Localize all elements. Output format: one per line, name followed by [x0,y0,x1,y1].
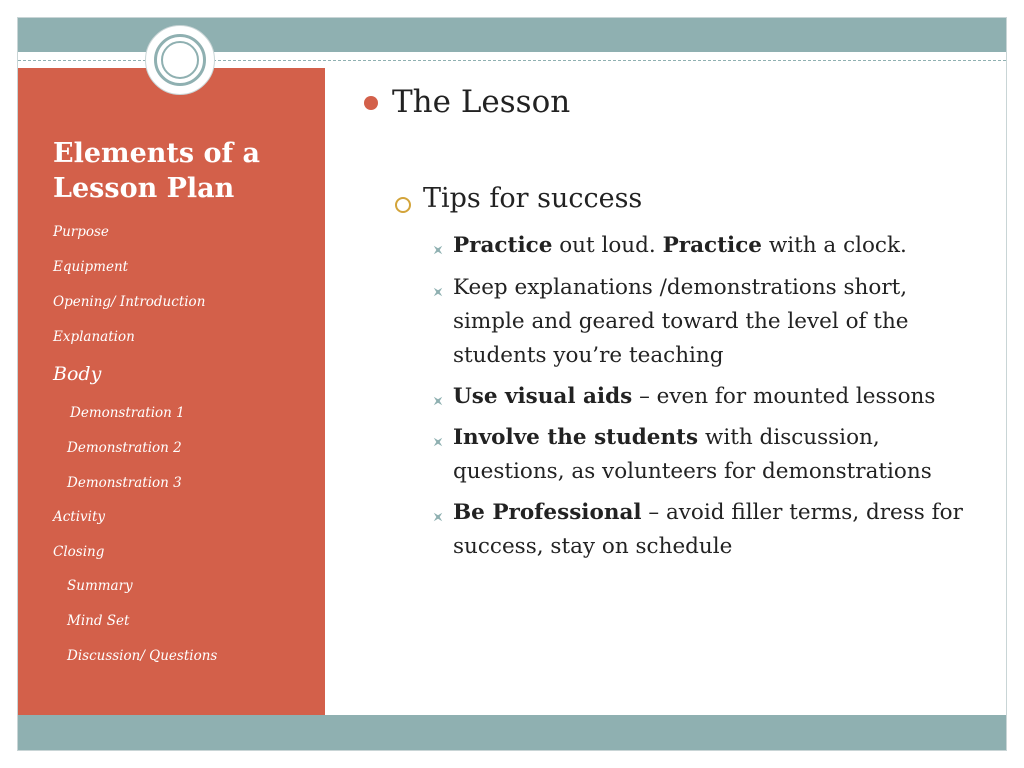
circle-ornament-icon [145,25,215,95]
star-bullet-icon [432,241,444,253]
tip-text: out loud. [552,233,663,258]
outline-item: Opening/ Introduction [53,294,206,310]
tip-text: – avoid filler terms, dress for success, stay on schedule [453,500,963,559]
tip-text: with a clock. [761,233,907,258]
outline-item: Equipment [53,259,129,275]
star-bullet-icon [432,433,444,445]
outline-item: Demonstration 2 [67,440,182,456]
ring-inner [161,41,199,79]
outline-item: Discussion/ Questions [67,648,218,664]
tip-text: – even for mounted lessons [632,384,936,409]
tip-text: Keep explanations /demonstrations short, simple and geared toward the level of the students you’re teaching [453,275,909,368]
star-bullet-icon [432,508,444,520]
tip-item [453,421,983,489]
filled-dot-bullet-icon [364,96,378,110]
content-subheading: Tips for success [423,183,643,214]
outline-item: Mind Set [67,613,130,629]
tip-emphasis: Practice [662,233,762,258]
tip-emphasis: Involve the students [453,425,699,450]
hollow-circle-bullet-icon [395,197,411,213]
sidebar-title-line-1: Elements of a [53,138,260,169]
outline-item: Summary [67,578,133,594]
sidebar-title [53,136,313,206]
outline-item: Activity [53,509,106,525]
content-heading: The Lesson [392,84,571,120]
outline-item: Closing [53,544,105,560]
tip-emphasis: Be Professional [453,500,642,525]
tip-emphasis: Practice [453,233,553,258]
sidebar-title-line-2: Lesson Plan [53,173,235,204]
tip-item [453,380,983,414]
bottom-band [18,715,1006,750]
tip-item [453,271,983,373]
ring-outer [154,34,206,86]
outline-item: Body [53,363,102,385]
outline-item: Demonstration 1 [70,405,185,421]
star-bullet-icon [432,283,444,295]
outline-item: Explanation [53,329,135,345]
outline-item: Demonstration 3 [67,475,182,491]
tip-item [453,229,983,263]
tip-text: with discussion, questions, as volunteers for demonstrations [453,425,932,484]
tip-emphasis: Use visual aids [453,384,633,409]
tip-item [453,496,983,564]
outline-item: Purpose [53,224,109,240]
star-bullet-icon [432,392,444,404]
